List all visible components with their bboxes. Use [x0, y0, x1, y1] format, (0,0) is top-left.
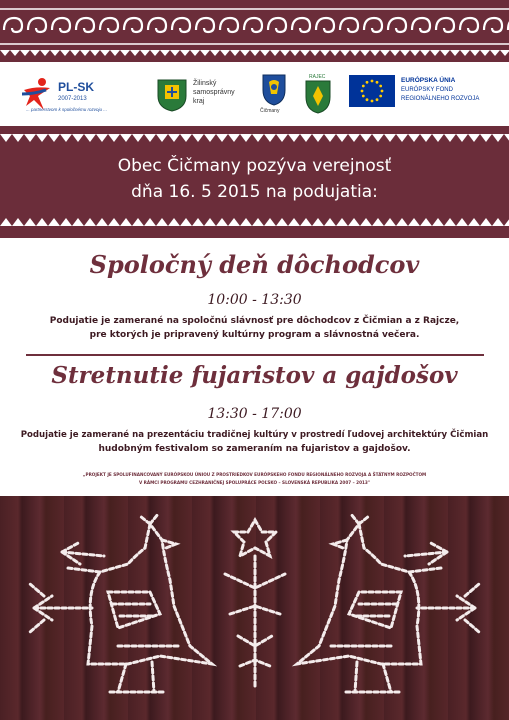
zigzag-ornament — [130, 50, 140, 56]
band-zigzag-top — [60, 134, 72, 142]
zigzag-ornament — [10, 50, 20, 56]
left-bird-motif — [88, 514, 212, 692]
zigzag-ornament — [220, 50, 230, 56]
band-zigzag-bottom — [36, 218, 48, 226]
band-zigzag-top — [84, 134, 96, 142]
band-zigzag-bottom — [396, 218, 408, 226]
band-zigzag-top — [408, 134, 420, 142]
zilina-region-logo — [156, 78, 246, 112]
section-divider — [26, 354, 484, 356]
eu-star — [379, 95, 382, 98]
zigzag-ornament — [310, 50, 320, 56]
zigzag-ornament — [420, 50, 430, 56]
zigzag-ornament — [200, 50, 210, 56]
zsk-line2: samosprávny — [193, 89, 235, 96]
plsk-title: PL-SK — [58, 80, 94, 94]
funding-note-line2: V RÁMCI PROGRAMU CEZHRANIČNEJ SPOLUPRÁCE POĽSKO – SLOVENSKÁ REPUBLIKA 2007 – 2013" — [138, 480, 371, 485]
zigzag-ornament — [380, 50, 390, 56]
scroll-ornament — [124, 18, 142, 32]
band-zigzag-bottom — [168, 218, 180, 226]
zigzag-ornament — [150, 50, 160, 56]
eu-star — [376, 81, 379, 84]
band-zigzag-bottom — [60, 218, 72, 226]
plsk-logo — [20, 76, 135, 116]
band-zigzag-top — [396, 134, 408, 142]
band-zigzag-top — [300, 134, 312, 142]
invitation-line2: dňa 16. 5 2015 na podujatia: — [131, 182, 378, 202]
band-zigzag-top — [36, 134, 48, 142]
zigzag-ornament — [460, 50, 470, 56]
band-zigzag-top — [276, 134, 288, 142]
eu-star — [371, 100, 374, 103]
band-zigzag-top — [252, 134, 264, 142]
invitation-line1: Obec Čičmany pozýva verejnosť — [117, 156, 392, 176]
zigzag-ornament — [80, 50, 90, 56]
scroll-ornament — [412, 18, 430, 32]
band-zigzag-top — [360, 134, 372, 142]
band-zigzag-top — [168, 134, 180, 142]
cicmany-label: Čičmany — [260, 108, 280, 114]
zigzag-ornament — [440, 50, 450, 56]
scroll-ornament — [364, 18, 382, 32]
scroll-ornament — [76, 18, 94, 32]
zigzag-ornament — [170, 50, 180, 56]
scroll-ornament — [52, 18, 70, 32]
band-zigzag-bottom — [228, 218, 240, 226]
band-zigzag-top — [456, 134, 468, 142]
band-zigzag-bottom — [84, 218, 96, 226]
zigzag-ornament — [240, 50, 250, 56]
zigzag-ornament — [350, 50, 360, 56]
band-zigzag-top — [288, 134, 300, 142]
band-zigzag-bottom — [300, 218, 312, 226]
band-zigzag-top — [240, 134, 252, 142]
band-zigzag-bottom — [312, 218, 324, 226]
band-zigzag-top — [372, 134, 384, 142]
scroll-ornament — [100, 18, 118, 32]
band-zigzag-bottom — [156, 218, 168, 226]
zigzag-ornament — [260, 50, 270, 56]
zigzag-ornament — [60, 50, 70, 56]
band-zigzag-bottom — [432, 218, 444, 226]
eu-star — [361, 90, 364, 93]
band-zigzag-bottom — [288, 218, 300, 226]
zigzag-ornament — [90, 50, 100, 56]
band-zigzag-top — [204, 134, 216, 142]
zigzag-ornament — [430, 50, 440, 56]
scroll-ornament — [172, 18, 190, 32]
event1-desc-line1: Podujatie je zamerané na spoločnú slávnosť pre dôchodcov z Čičmian a z Rajcze, — [49, 316, 460, 326]
zsk-line3: kraj — [193, 98, 205, 105]
band-zigzag-top — [228, 134, 240, 142]
event1-title: Spoločný deň dôchodcov — [89, 250, 420, 279]
zigzag-ornament — [360, 50, 370, 56]
scroll-ornament — [316, 18, 334, 32]
band-zigzag-top — [324, 134, 336, 142]
zsk-line1: Žilinský — [193, 80, 217, 87]
zigzag-ornament — [410, 50, 420, 56]
zilina-coat-of-arms-icon — [156, 78, 188, 112]
eu-star — [376, 98, 379, 101]
band-zigzag-top — [96, 134, 108, 142]
zigzag-ornament — [230, 50, 240, 56]
band-zigzag-top — [420, 134, 432, 142]
rajec-logo — [305, 74, 331, 114]
zigzag-ornament — [320, 50, 330, 56]
zigzag-ornament — [450, 50, 460, 56]
band-zigzag-bottom — [504, 218, 509, 226]
invitation-band — [0, 126, 509, 238]
zigzag-ornament — [20, 50, 30, 56]
band-zigzag-bottom — [408, 218, 420, 226]
band-zigzag-bottom — [360, 218, 372, 226]
cicmany-logo — [262, 74, 286, 118]
partner-logos-bar — [0, 62, 509, 126]
zigzag-ornament — [110, 50, 120, 56]
band-zigzag-bottom — [420, 218, 432, 226]
scroll-ornament — [28, 18, 46, 32]
band-zigzag-bottom — [216, 218, 228, 226]
zigzag-ornament — [390, 50, 400, 56]
zigzag-ornament — [250, 50, 260, 56]
eu-logo — [349, 75, 499, 111]
zigzag-ornament — [190, 50, 200, 56]
band-zigzag-bottom — [108, 218, 120, 226]
plsk-years: 2007-2013 — [58, 96, 87, 102]
band-zigzag-top — [348, 134, 360, 142]
band-zigzag-bottom — [48, 218, 60, 226]
band-zigzag-bottom — [192, 218, 204, 226]
band-zigzag-bottom — [0, 218, 12, 226]
band-zigzag-top — [180, 134, 192, 142]
band-zigzag-bottom — [372, 218, 384, 226]
band-zigzag-top — [120, 134, 132, 142]
zigzag-ornament — [0, 50, 10, 56]
band-zigzag-bottom — [324, 218, 336, 226]
zigzag-ornament — [500, 50, 509, 56]
band-zigzag-bottom — [348, 218, 360, 226]
right-bird-motif — [297, 514, 421, 692]
band-zigzag-bottom — [96, 218, 108, 226]
rajec-coat-of-arms-icon — [305, 80, 331, 114]
band-zigzag-top — [468, 134, 480, 142]
eu-line1: EURÓPSKA ÚNIA — [401, 77, 456, 84]
rajec-label: RAJEC — [309, 74, 326, 80]
band-zigzag-top — [492, 134, 504, 142]
zigzag-ornament — [100, 50, 110, 56]
eu-star — [366, 98, 369, 101]
scroll-ornament — [268, 18, 286, 32]
eu-star — [371, 80, 374, 83]
eu-flag-icon — [349, 75, 395, 107]
zigzag-ornament — [160, 50, 170, 56]
scroll-ornament — [148, 18, 166, 32]
band-zigzag-top — [264, 134, 276, 142]
band-zigzag-top — [432, 134, 444, 142]
band-zigzag-top — [504, 134, 509, 142]
band-zigzag-top — [48, 134, 60, 142]
band-zigzag-bottom — [240, 218, 252, 226]
band-zigzag-bottom — [204, 218, 216, 226]
scroll-ornament — [292, 18, 310, 32]
zigzag-ornament — [300, 50, 310, 56]
band-zigzag-bottom — [252, 218, 264, 226]
band-zigzag-bottom — [72, 218, 84, 226]
zigzag-ornament — [280, 50, 290, 56]
funding-note-line1: „PROJEKT JE SPOLUFINANCOVANÝ EURÓPSKOU ÚNIOU Z PROSTRIEDKOV EURÓPSKEHO FONDU REGIONÁLNEHO ROZVOJA A ŠTÁTNYM ROZPOČTOM — [82, 472, 427, 477]
band-zigzag-top — [12, 134, 24, 142]
event1-desc-line2: pre ktorých je pripravený kultúrny program a slávnostná večera. — [89, 330, 420, 340]
band-zigzag-bottom — [132, 218, 144, 226]
band-zigzag-top — [480, 134, 492, 142]
scroll-ornament — [484, 18, 502, 32]
zigzag-ornament — [480, 50, 490, 56]
band-zigzag-bottom — [336, 218, 348, 226]
zigzag-ornament — [140, 50, 150, 56]
event2-desc-line2: hudobným festivalom so zameraním na fujaristov a gajdošov. — [98, 444, 411, 454]
event2-time: 13:30 - 17:00 — [207, 406, 302, 422]
band-zigzag-top — [24, 134, 36, 142]
band-zigzag-bottom — [492, 218, 504, 226]
band-zigzag-top — [132, 134, 144, 142]
zigzag-ornament — [470, 50, 480, 56]
zigzag-ornament — [340, 50, 350, 56]
plsk-tagline: ... partnerstvom k spoločnému rozvoju ... — [26, 107, 108, 112]
band-zigzag-bottom — [120, 218, 132, 226]
zigzag-ornament — [400, 50, 410, 56]
band-zigzag-top — [312, 134, 324, 142]
band-zigzag-top — [336, 134, 348, 142]
events-section — [0, 238, 509, 496]
scroll-ornament — [436, 18, 454, 32]
band-zigzag-top — [144, 134, 156, 142]
zigzag-ornament — [270, 50, 280, 56]
band-zigzag-top — [192, 134, 204, 142]
band-zigzag-top — [444, 134, 456, 142]
scroll-ornament — [460, 18, 478, 32]
band-zigzag-top — [0, 134, 12, 142]
scroll-ornament — [220, 18, 238, 32]
zigzag-ornament — [370, 50, 380, 56]
band-zigzag-bottom — [384, 218, 396, 226]
zigzag-ornament — [180, 50, 190, 56]
event1-time: 10:00 - 13:30 — [207, 292, 302, 308]
top-ornament-pattern — [0, 0, 509, 62]
zigzag-ornament — [70, 50, 80, 56]
eu-star — [381, 90, 384, 93]
band-zigzag-bottom — [24, 218, 36, 226]
scroll-ornament — [340, 18, 358, 32]
eu-line3: REGIONÁLNEHO ROZVOJA — [401, 96, 480, 102]
event2-desc-line1: Podujatie je zamerané na prezentáciu tradičnej kultúry v prostredí ľudovej architektúry Čičmian — [20, 430, 489, 440]
zigzag-ornament — [330, 50, 340, 56]
event2-title: Stretnutie fujaristov a gajdošov — [51, 362, 458, 389]
band-zigzag-bottom — [468, 218, 480, 226]
scroll-ornament — [4, 18, 22, 32]
band-zigzag-bottom — [180, 218, 192, 226]
scroll-ornament — [196, 18, 214, 32]
folk-motif-wall — [0, 496, 509, 720]
eu-star — [362, 85, 365, 88]
zigzag-ornament — [40, 50, 50, 56]
top-ornament-band — [0, 0, 509, 62]
band-zigzag-bottom — [12, 218, 24, 226]
cicmany-coat-of-arms-icon — [262, 74, 286, 106]
band-zigzag-top — [216, 134, 228, 142]
band-zigzag-top — [72, 134, 84, 142]
zigzag-ornament — [30, 50, 40, 56]
cicmany-folk-pattern — [0, 496, 509, 720]
zigzag-ornament — [50, 50, 60, 56]
eu-star — [379, 85, 382, 88]
zigzag-ornament — [120, 50, 130, 56]
band-zigzag-bottom — [456, 218, 468, 226]
scroll-ornament — [244, 18, 262, 32]
band-zigzag-bottom — [144, 218, 156, 226]
zigzag-ornament — [490, 50, 500, 56]
zigzag-ornament — [210, 50, 220, 56]
eu-star — [366, 81, 369, 84]
band-zigzag-bottom — [264, 218, 276, 226]
band-zigzag-bottom — [480, 218, 492, 226]
center-flower-motif — [225, 520, 285, 686]
eu-line2: EURÓPSKY FOND — [401, 87, 453, 93]
band-zigzag-top — [108, 134, 120, 142]
band-zigzag-top — [384, 134, 396, 142]
eu-star — [362, 95, 365, 98]
zigzag-ornament — [290, 50, 300, 56]
band-zigzag-top — [156, 134, 168, 142]
band-zigzag-bottom — [276, 218, 288, 226]
scroll-ornament — [388, 18, 406, 32]
band-zigzag-bottom — [444, 218, 456, 226]
